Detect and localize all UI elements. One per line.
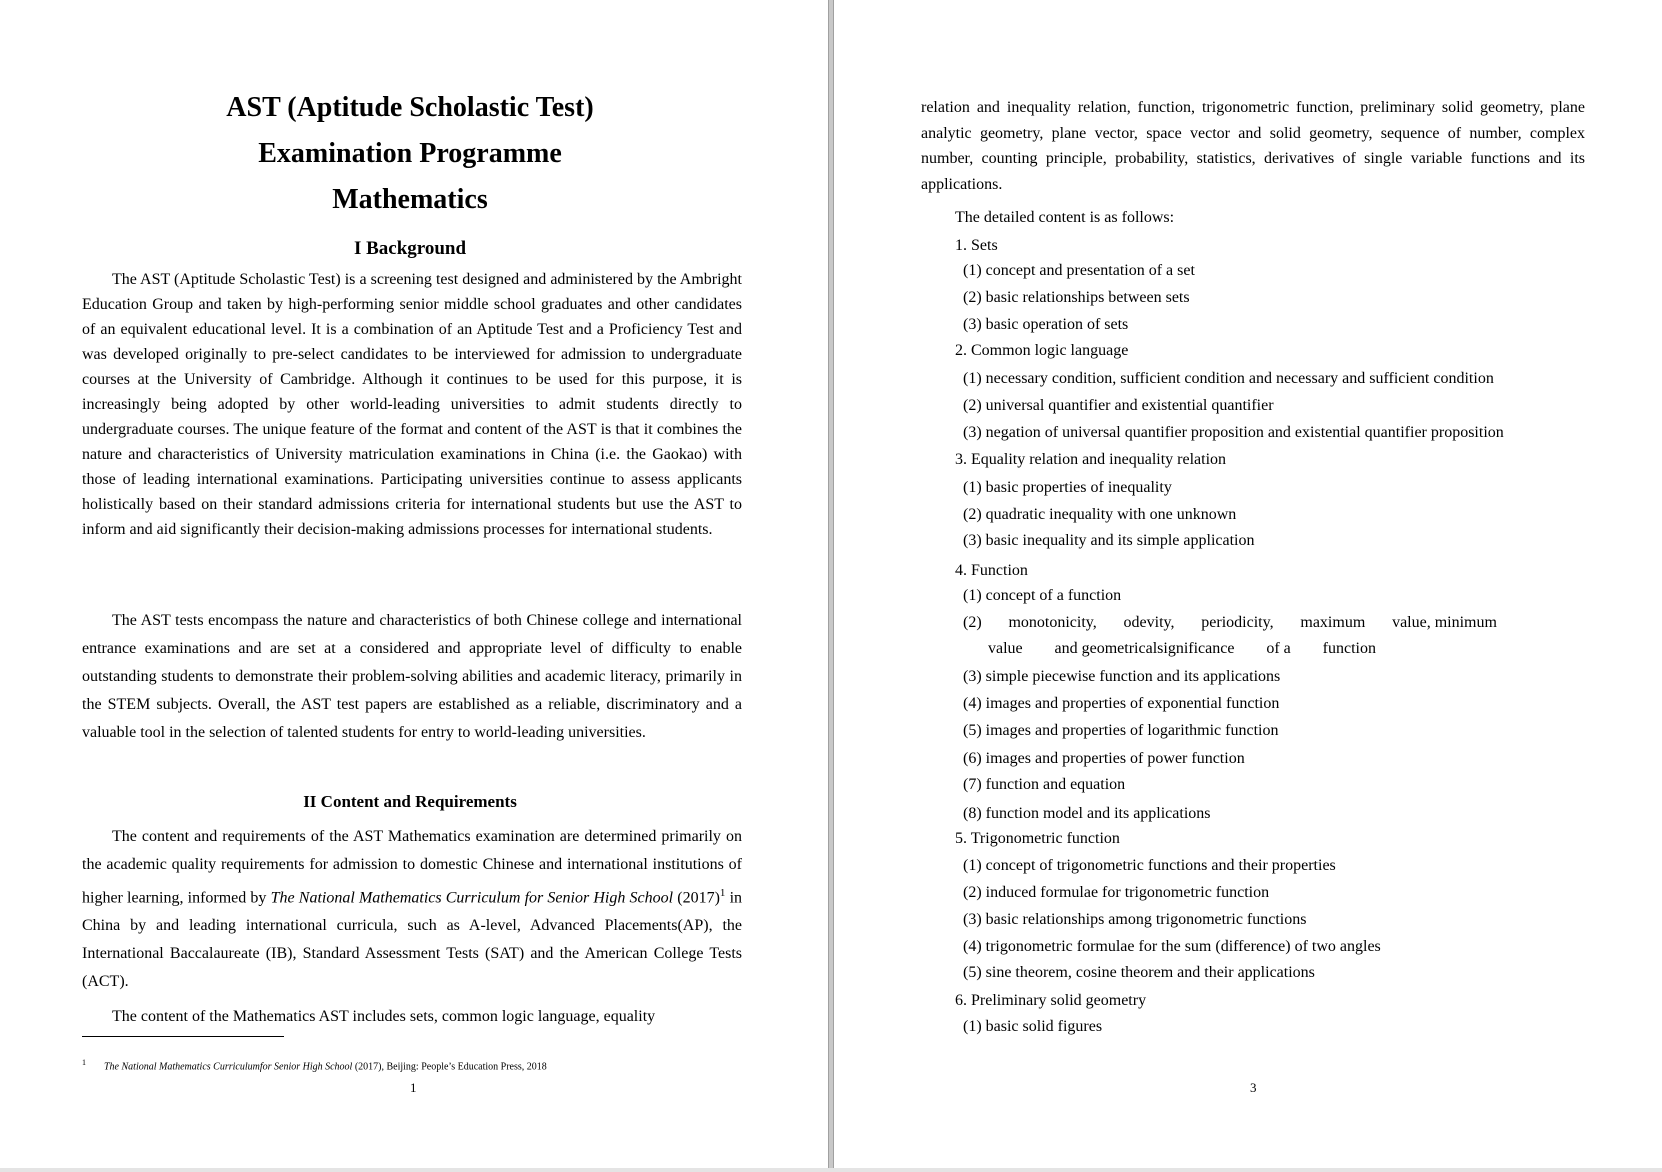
paragraph-content-1-text-b: (2017) — [673, 889, 720, 907]
document-page-3 — [834, 0, 1662, 1172]
list-item: (6) images and properties of power function — [963, 750, 1245, 767]
list-item: (1) basic properties of inequality — [963, 479, 1172, 496]
word: of a — [1266, 640, 1291, 657]
list-item: (3) basic inequality and its simple application — [963, 532, 1255, 549]
footnote-text: (2017), Beijing: People’s Education Press, 2018 — [352, 1061, 547, 1073]
paragraph-background-2: The AST tests encompass the nature and characteristics of both Chinese college and international entrance examinations and are set at a considered and appropriate level of difficulty to enable outstanding students to demonstrate their problem-solving abilities and academic literacy, primarily in the STEM subjects. Overall, the AST test papers are established as a reliable, discriminatory and a valuable tool in the selection of talented students for entry to world-leading universities. — [82, 612, 742, 741]
paragraph-content-list-intro: relation and inequality relation, function, trigonometric function, preliminary solid geometry, plane analytic geometry, plane vector, space vector and solid geometry, sequence of number, complex number, counting principle, probability, statistics, derivatives of single variable functions and its applications. — [921, 99, 1585, 193]
list-item: (2) induced formulae for trigonometric function — [963, 884, 1270, 901]
word: and geometricalsignificance — [1054, 640, 1235, 657]
topic-logic: 2. Common logic language — [955, 342, 1129, 359]
list-item: (3) basic operation of sets — [963, 316, 1129, 333]
word: value — [988, 640, 1023, 657]
page-number: 3 — [1250, 1080, 1257, 1095]
word: value, minimum — [1392, 614, 1497, 631]
document-page-1 — [0, 0, 828, 1172]
list-item: (5) images and properties of logarithmic function — [963, 722, 1279, 739]
paragraph-background-1: The AST (Aptitude Scholastic Test) is a screening test designed and administered by the Ambright Education Group and taken by high-performing senior middle school graduates and other candidates of an equivalent educational level. It is a combination of an Aptitude Test and a Proficiency Test and was developed originally to pre-select candidates to be interviewed for admission to undergraduate courses at the University of Cambridge. Although it continues to be used for this purpose, it is increasingly being adopted by other world-leading universities to admit students directly to undergraduate courses. The unique feature of the format and content of the AST is that it combines the nature and characteristics of University matriculation examinations in China (i.e. the Gaokao) with those of leading international examinations. Participating universities continue to assess applicants holistically based on their standard admissions criteria for international students but use the AST to inform and aid significantly their decision-making admissions processes for international students. — [82, 271, 742, 538]
word: maximum — [1300, 614, 1366, 631]
viewer-bottom-edge — [0, 1168, 1662, 1172]
list-item-continuation — [988, 640, 1376, 658]
list-item: (1) necessary condition, sufficient condition and necessary and sufficient condition — [963, 370, 1494, 387]
list-item: (2) universal quantifier and existential quantifier — [963, 397, 1274, 414]
list-item: (7) function and equation — [963, 776, 1126, 793]
word: odevity, — [1123, 614, 1175, 631]
topic-solid-geometry: 6. Preliminary solid geometry — [955, 992, 1147, 1009]
list-item: (3) simple piecewise function and its applications — [963, 668, 1281, 685]
list-item-justified — [963, 614, 1497, 632]
paragraph-content-1-text-c: in China by and leading international curricula, such as A-level, Advanced Placements(AP), the International Baccalaureate (IB), Standard Assessment Tests (SAT) and the American College Tests (ACT). — [82, 889, 743, 991]
topic-equality: 3. Equality relation and inequality relation — [955, 451, 1227, 468]
curriculum-title: The National Mathematics Curriculum for Senior High School — [270, 889, 674, 907]
list-item: (2) basic relationships between sets — [963, 289, 1190, 306]
footnote-separator — [82, 1036, 284, 1037]
section-heading-background: I Background — [353, 238, 467, 259]
list-item: (1) basic solid figures — [963, 1018, 1103, 1035]
topic-trigonometric: 5. Trigonometric function — [955, 830, 1120, 847]
word: (2) — [963, 614, 982, 631]
doc-title-line-2: Examination Programme — [258, 138, 562, 169]
doc-title-line-3: Mathematics — [332, 184, 488, 215]
paragraph-content-2: The content of the Mathematics AST includes sets, common logic language, equality — [112, 1008, 656, 1025]
footnote-mark: 1 — [82, 1058, 86, 1067]
word: periodicity, — [1201, 614, 1274, 631]
word: function — [1322, 640, 1376, 657]
list-item: (1) concept of a function — [963, 587, 1122, 604]
list-item: (5) sine theorem, cosine theorem and their applications — [963, 964, 1315, 981]
list-item: (8) function model and its applications — [963, 805, 1211, 822]
footnote-reference[interactable]: 1 — [719, 887, 726, 899]
detailed-content-intro: The detailed content is as follows: — [955, 209, 1175, 226]
doc-title-line-1: AST (Aptitude Scholastic Test) — [226, 92, 594, 123]
list-item: (1) concept of trigonometric functions and their properties — [963, 857, 1336, 874]
word: monotonicity, — [1008, 614, 1097, 631]
list-item: (4) trigonometric formulae for the sum (difference) of two angles — [963, 938, 1381, 955]
topic-function: 4. Function — [955, 562, 1028, 579]
list-item: (3) negation of universal quantifier proposition and existential quantifier proposition — [963, 424, 1504, 441]
list-item: (3) basic relationships among trigonometric functions — [963, 911, 1307, 928]
footnote — [82, 1058, 722, 1072]
topic-sets: 1. Sets — [955, 237, 998, 254]
paragraph-content-1 — [82, 823, 742, 996]
list-item: (1) concept and presentation of a set — [963, 262, 1195, 279]
list-item: (2) quadratic inequality with one unknown — [963, 506, 1237, 523]
footnote-title: The National Mathematics Curriculumfor Senior High School — [104, 1061, 353, 1073]
paragraph-content-1-text-a: The content and requirements of the AST Mathematics examination are determined primarily on the academic quality requirements for admission to domestic Chinese and international institutions of higher learning, informed by — [82, 828, 742, 907]
section-heading-content: II Content and Requirements — [303, 792, 517, 811]
page-number: 1 — [410, 1080, 417, 1095]
list-item: (4) images and properties of exponential function — [963, 695, 1280, 712]
